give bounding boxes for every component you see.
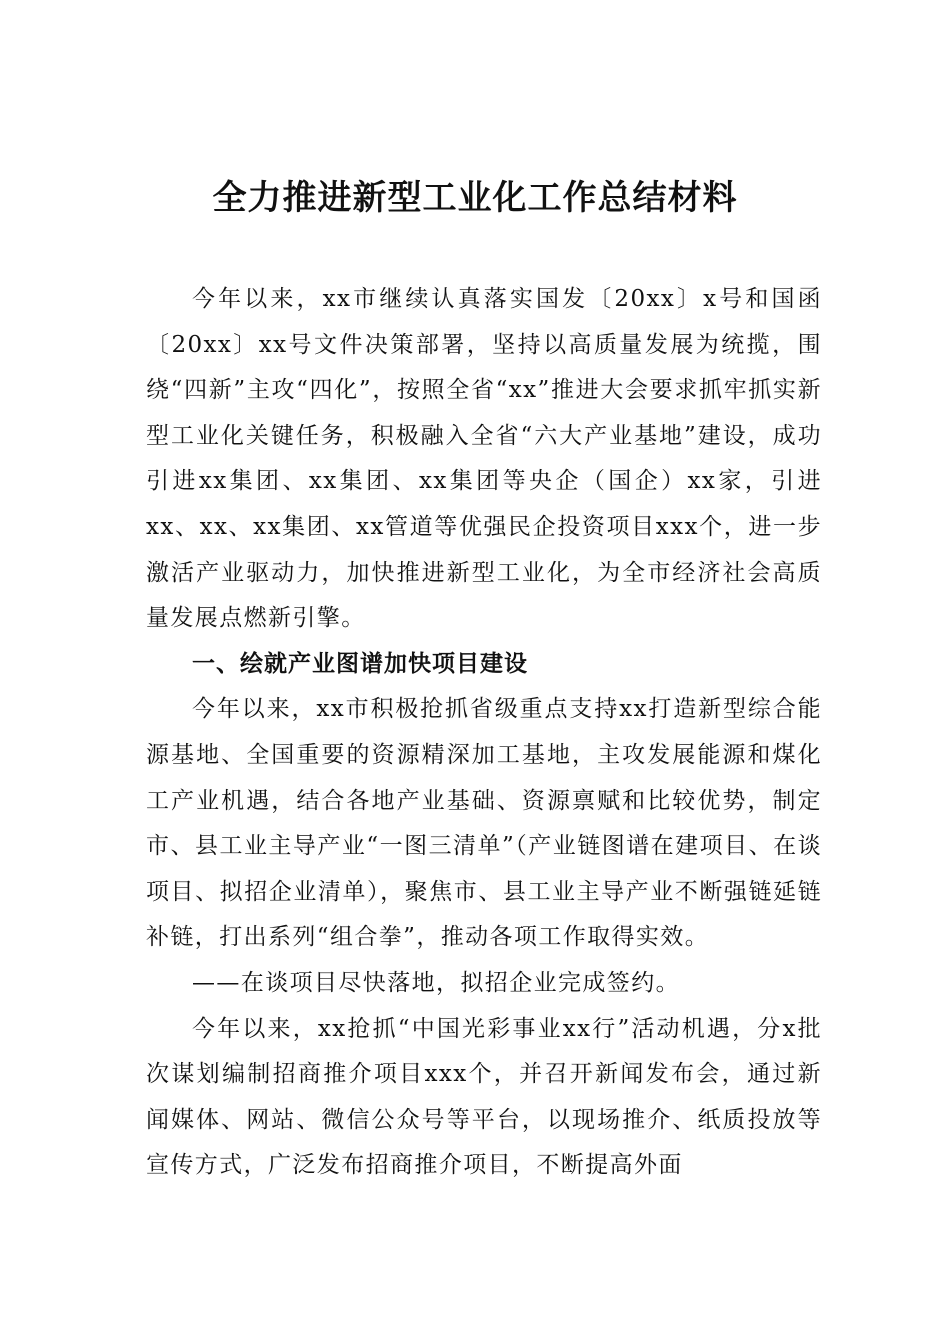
paragraph-intro: 今年以来，xx市继续认真落实国发〔20xx〕x号和国函〔20xx〕xx号文件决策部署，坚持以高质量发展为统揽，围绕“四新”主攻“四化”，按照全省“xx”推进大会要求抓牢抓实新型工业化关键任务，积极融入全省“六大产业基地”建设，成功引进xx集团、xx集团、xx集团等央企（国企）xx家，引进xx、xx、xx集团、xx管道等优强民企投资项目xxx个，进一步激活产业驱动力，加快推进新型工业化，为全市经济社会高质量发展点燃新引擎。	[146, 286, 822, 632]
document-title: 全力推进新型工业化工作总结材料	[212, 178, 738, 218]
document-body	[146, 277, 822, 1189]
section-heading-1: 一、绘就产业图谱加快项目建设	[192, 650, 528, 677]
subheading-1: ——在谈项目尽快落地，拟招企业完成签约。	[192, 969, 680, 996]
paragraph-subsection-1: 今年以来，xx抢抓“中国光彩事业xx行”活动机遇，分x批次谋划编制招商推介项目xxx个，并召开新闻发布会，通过新闻媒体、网站、微信公众号等平台，以现场推介、纸质投放等宣传方式，广泛发布招商推介项目，不断提高外面	[146, 1015, 822, 1179]
paragraph-section-1: 今年以来，xx市积极抢抓省级重点支持xx打造新型综合能源基地、全国重要的资源精深加工基地，主攻发展能源和煤化工产业机遇，结合各地产业基础、资源禀赋和比较优势，制定市、县工业主导产业“一图三清单”（产业链图谱在建项目、在谈项目、拟招企业清单），聚焦市、县工业主导产业不断强链延链补链，打出系列“组合拳”，推动各项工作取得实效。	[146, 696, 822, 951]
